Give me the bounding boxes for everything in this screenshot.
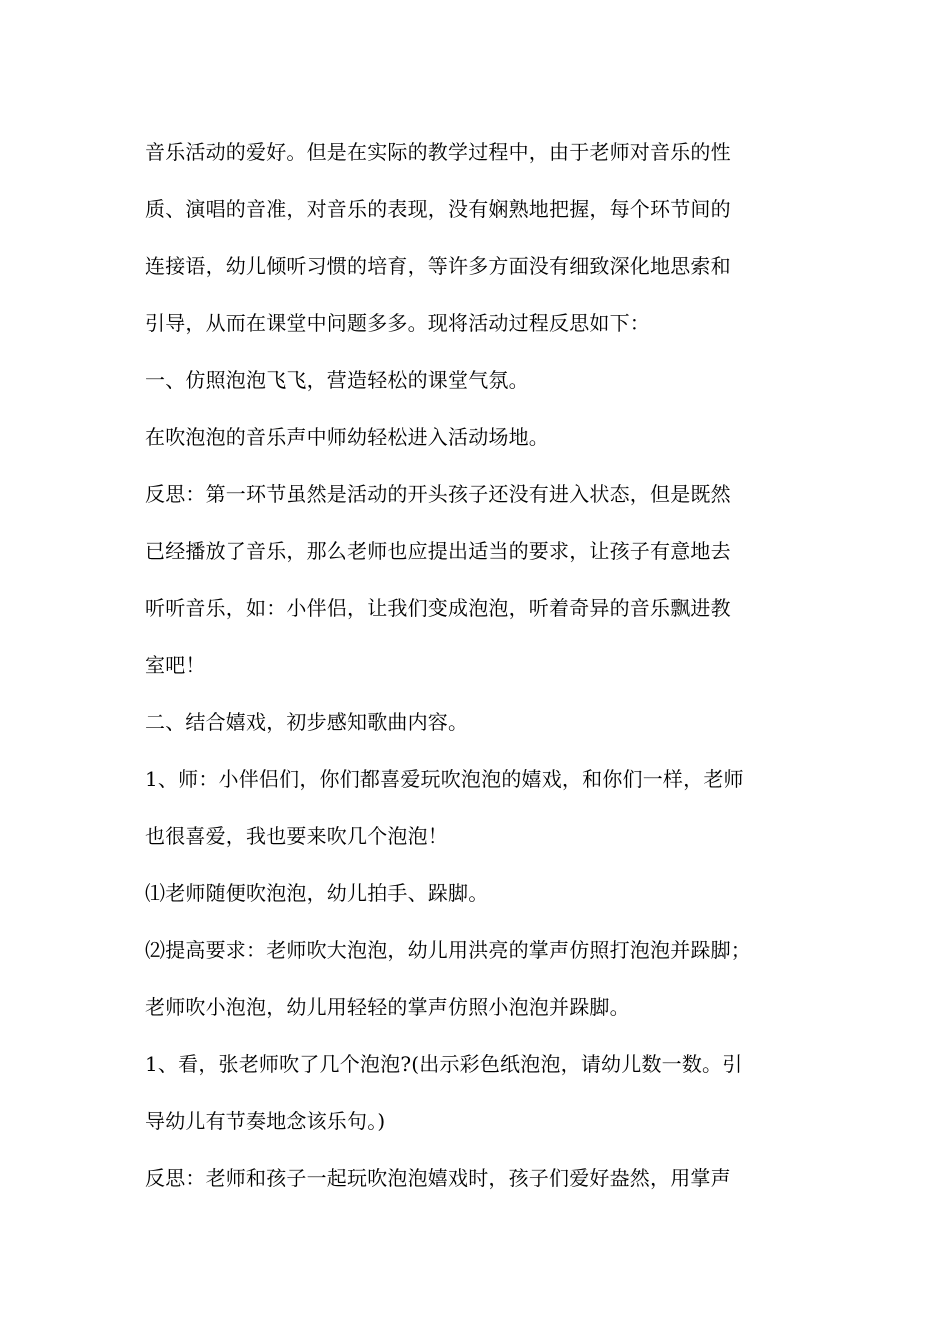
text-line: 反思：老师和孩子一起玩吹泡泡嬉戏时，孩子们爱好盎然，用掌声 — [145, 1166, 731, 1190]
text-line: 也很喜爱，我也要来吹几个泡泡！ — [145, 824, 448, 848]
text-line: 引导，从而在课堂中问题多多。现将活动过程反思如下： — [145, 311, 650, 335]
text-line: ⑵提高要求：老师吹大泡泡，幼儿用洪亮的掌声仿照打泡泡并跺脚； — [145, 938, 751, 962]
text-line: 导幼儿有节奏地念该乐句。) — [145, 1109, 386, 1133]
text-line: 已经播放了音乐，那么老师也应提出适当的要求，让孩子有意地去 — [145, 539, 731, 563]
text-line: 连接语，幼儿倾听习惯的培育，等许多方面没有细致深化地思索和 — [145, 254, 731, 278]
text-line: 质、演唱的音准，对音乐的表现，没有娴熟地把握，每个环节间的 — [145, 197, 731, 221]
text-line: 音乐活动的爱好。但是在实际的教学过程中，由于老师对音乐的性 — [145, 140, 731, 164]
text-line: 在吹泡泡的音乐声中师幼轻松进入活动场地。 — [145, 425, 549, 449]
section-heading: 二、结合嬉戏，初步感知歌曲内容。 — [145, 710, 469, 734]
text-line: 室吧！ — [145, 653, 206, 677]
section-heading: 一、仿照泡泡飞飞，营造轻松的课堂气氛。 — [145, 368, 529, 392]
text-line: 1、师：小伴侣们，你们都喜爱玩吹泡泡的嬉戏，和你们一样，老师 — [145, 767, 744, 791]
text-line: 反思：第一环节虽然是活动的开头孩子还没有进入状态，但是既然 — [145, 482, 731, 506]
text-line: 老师吹小泡泡，幼儿用轻轻的掌声仿照小泡泡并跺脚。 — [145, 995, 630, 1019]
text-line: 听听音乐，如：小伴侣，让我们变成泡泡，听着奇异的音乐飘进教 — [145, 596, 731, 620]
text-line: 1、看，张老师吹了几个泡泡?(出示彩色纸泡泡，请幼儿数一数。引 — [145, 1052, 743, 1076]
text-line: ⑴老师随便吹泡泡，幼儿拍手、跺脚。 — [145, 881, 489, 905]
